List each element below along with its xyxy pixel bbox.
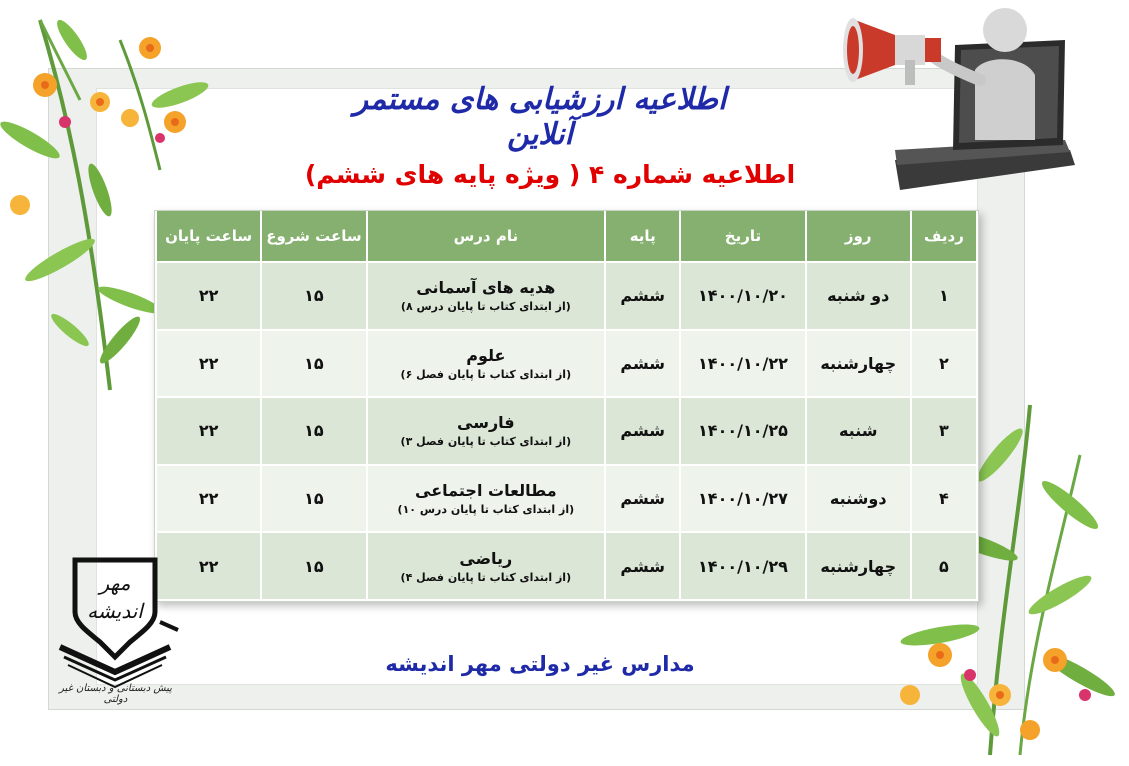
row-day: دوشنبه bbox=[806, 465, 911, 533]
course-name: مطالعات اجتماعی bbox=[415, 481, 557, 501]
exam-schedule-table bbox=[154, 210, 979, 602]
pen-book-logo bbox=[50, 552, 180, 702]
row-day: چهارشنبه bbox=[806, 532, 911, 600]
logo-text-bottom: اندیشه bbox=[87, 599, 143, 623]
row-course bbox=[367, 262, 606, 330]
row-number: ۱ bbox=[911, 262, 977, 330]
table-row bbox=[156, 330, 977, 398]
row-course bbox=[367, 397, 606, 465]
course-name: علوم bbox=[466, 345, 506, 365]
row-start-time: ۱۵ bbox=[261, 532, 366, 600]
row-number: ۲ bbox=[911, 330, 977, 398]
row-date: ۱۴۰۰/۱۰/۲۹ bbox=[680, 532, 805, 600]
table-row bbox=[156, 465, 977, 533]
logo-text-top: مهر bbox=[99, 571, 131, 595]
row-start-time: ۱۵ bbox=[261, 330, 366, 398]
row-start-time: ۱۵ bbox=[261, 465, 366, 533]
row-number: ۴ bbox=[911, 465, 977, 533]
course-range: (از ابتدای کتاب تا پایان درس ۱۰) bbox=[397, 503, 575, 517]
row-day: چهارشنبه bbox=[806, 330, 911, 398]
row-day: دو شنبه bbox=[806, 262, 911, 330]
logo-caption: پیش دبستانی و دبستان غیر دولتی bbox=[59, 683, 172, 705]
row-day: شنبه bbox=[806, 397, 911, 465]
row-grade: ششم bbox=[605, 330, 680, 398]
row-end-time: ۲۲ bbox=[156, 532, 261, 600]
row-date: ۱۴۰۰/۱۰/۲۰ bbox=[680, 262, 805, 330]
row-grade: ششم bbox=[605, 532, 680, 600]
course-range: (از ابتدای کتاب تا پایان فصل ۶) bbox=[400, 367, 572, 381]
row-end-time: ۲۲ bbox=[156, 330, 261, 398]
course-range: (از ابتدای کتاب تا پایان درس ۸) bbox=[400, 300, 571, 314]
row-end-time: ۲۲ bbox=[156, 397, 261, 465]
school-name: مدارس غیر دولتی مهر اندیشه bbox=[385, 652, 695, 676]
row-number: ۳ bbox=[911, 397, 977, 465]
header-end-time: ساعت پایان bbox=[156, 211, 261, 262]
table-header-row bbox=[156, 211, 977, 262]
row-date: ۱۴۰۰/۱۰/۲۵ bbox=[680, 397, 805, 465]
row-grade: ششم bbox=[605, 397, 680, 465]
row-end-time: ۲۲ bbox=[156, 262, 261, 330]
table-row bbox=[156, 532, 977, 600]
page-title: اطلاعیه ارزشیابی های مستمر آنلاین bbox=[353, 82, 727, 152]
row-date: ۱۴۰۰/۱۰/۲۷ bbox=[680, 465, 805, 533]
row-course bbox=[367, 532, 606, 600]
course-name: ریاضی bbox=[459, 548, 513, 568]
row-course bbox=[367, 465, 606, 533]
course-range: (از ابتدای کتاب تا پایان فصل ۳) bbox=[400, 435, 572, 449]
table-row bbox=[156, 262, 977, 330]
row-grade: ششم bbox=[605, 262, 680, 330]
announcement-subtitle: اطلاعیه شماره ۴ ( ویژه پایه های ششم) bbox=[304, 160, 796, 189]
header-course: نام درس bbox=[367, 211, 606, 262]
course-range: (از ابتدای کتاب تا پایان فصل ۴) bbox=[400, 570, 572, 584]
table-row bbox=[156, 397, 977, 465]
header-day: روز bbox=[806, 211, 911, 262]
row-date: ۱۴۰۰/۱۰/۲۲ bbox=[680, 330, 805, 398]
megaphone-laptop-figure bbox=[835, 0, 1080, 205]
header-row-number: ردیف bbox=[911, 211, 977, 262]
row-number: ۵ bbox=[911, 532, 977, 600]
header-start-time: ساعت شروع bbox=[261, 211, 366, 262]
row-grade: ششم bbox=[605, 465, 680, 533]
row-start-time: ۱۵ bbox=[261, 397, 366, 465]
schedule-table bbox=[155, 211, 978, 601]
row-start-time: ۱۵ bbox=[261, 262, 366, 330]
course-name: فارسی bbox=[457, 413, 515, 433]
row-course bbox=[367, 330, 606, 398]
course-name: هدیه های آسمانی bbox=[416, 278, 556, 298]
row-end-time: ۲۲ bbox=[156, 465, 261, 533]
header-grade: پایه bbox=[605, 211, 680, 262]
header-date: تاریخ bbox=[680, 211, 805, 262]
